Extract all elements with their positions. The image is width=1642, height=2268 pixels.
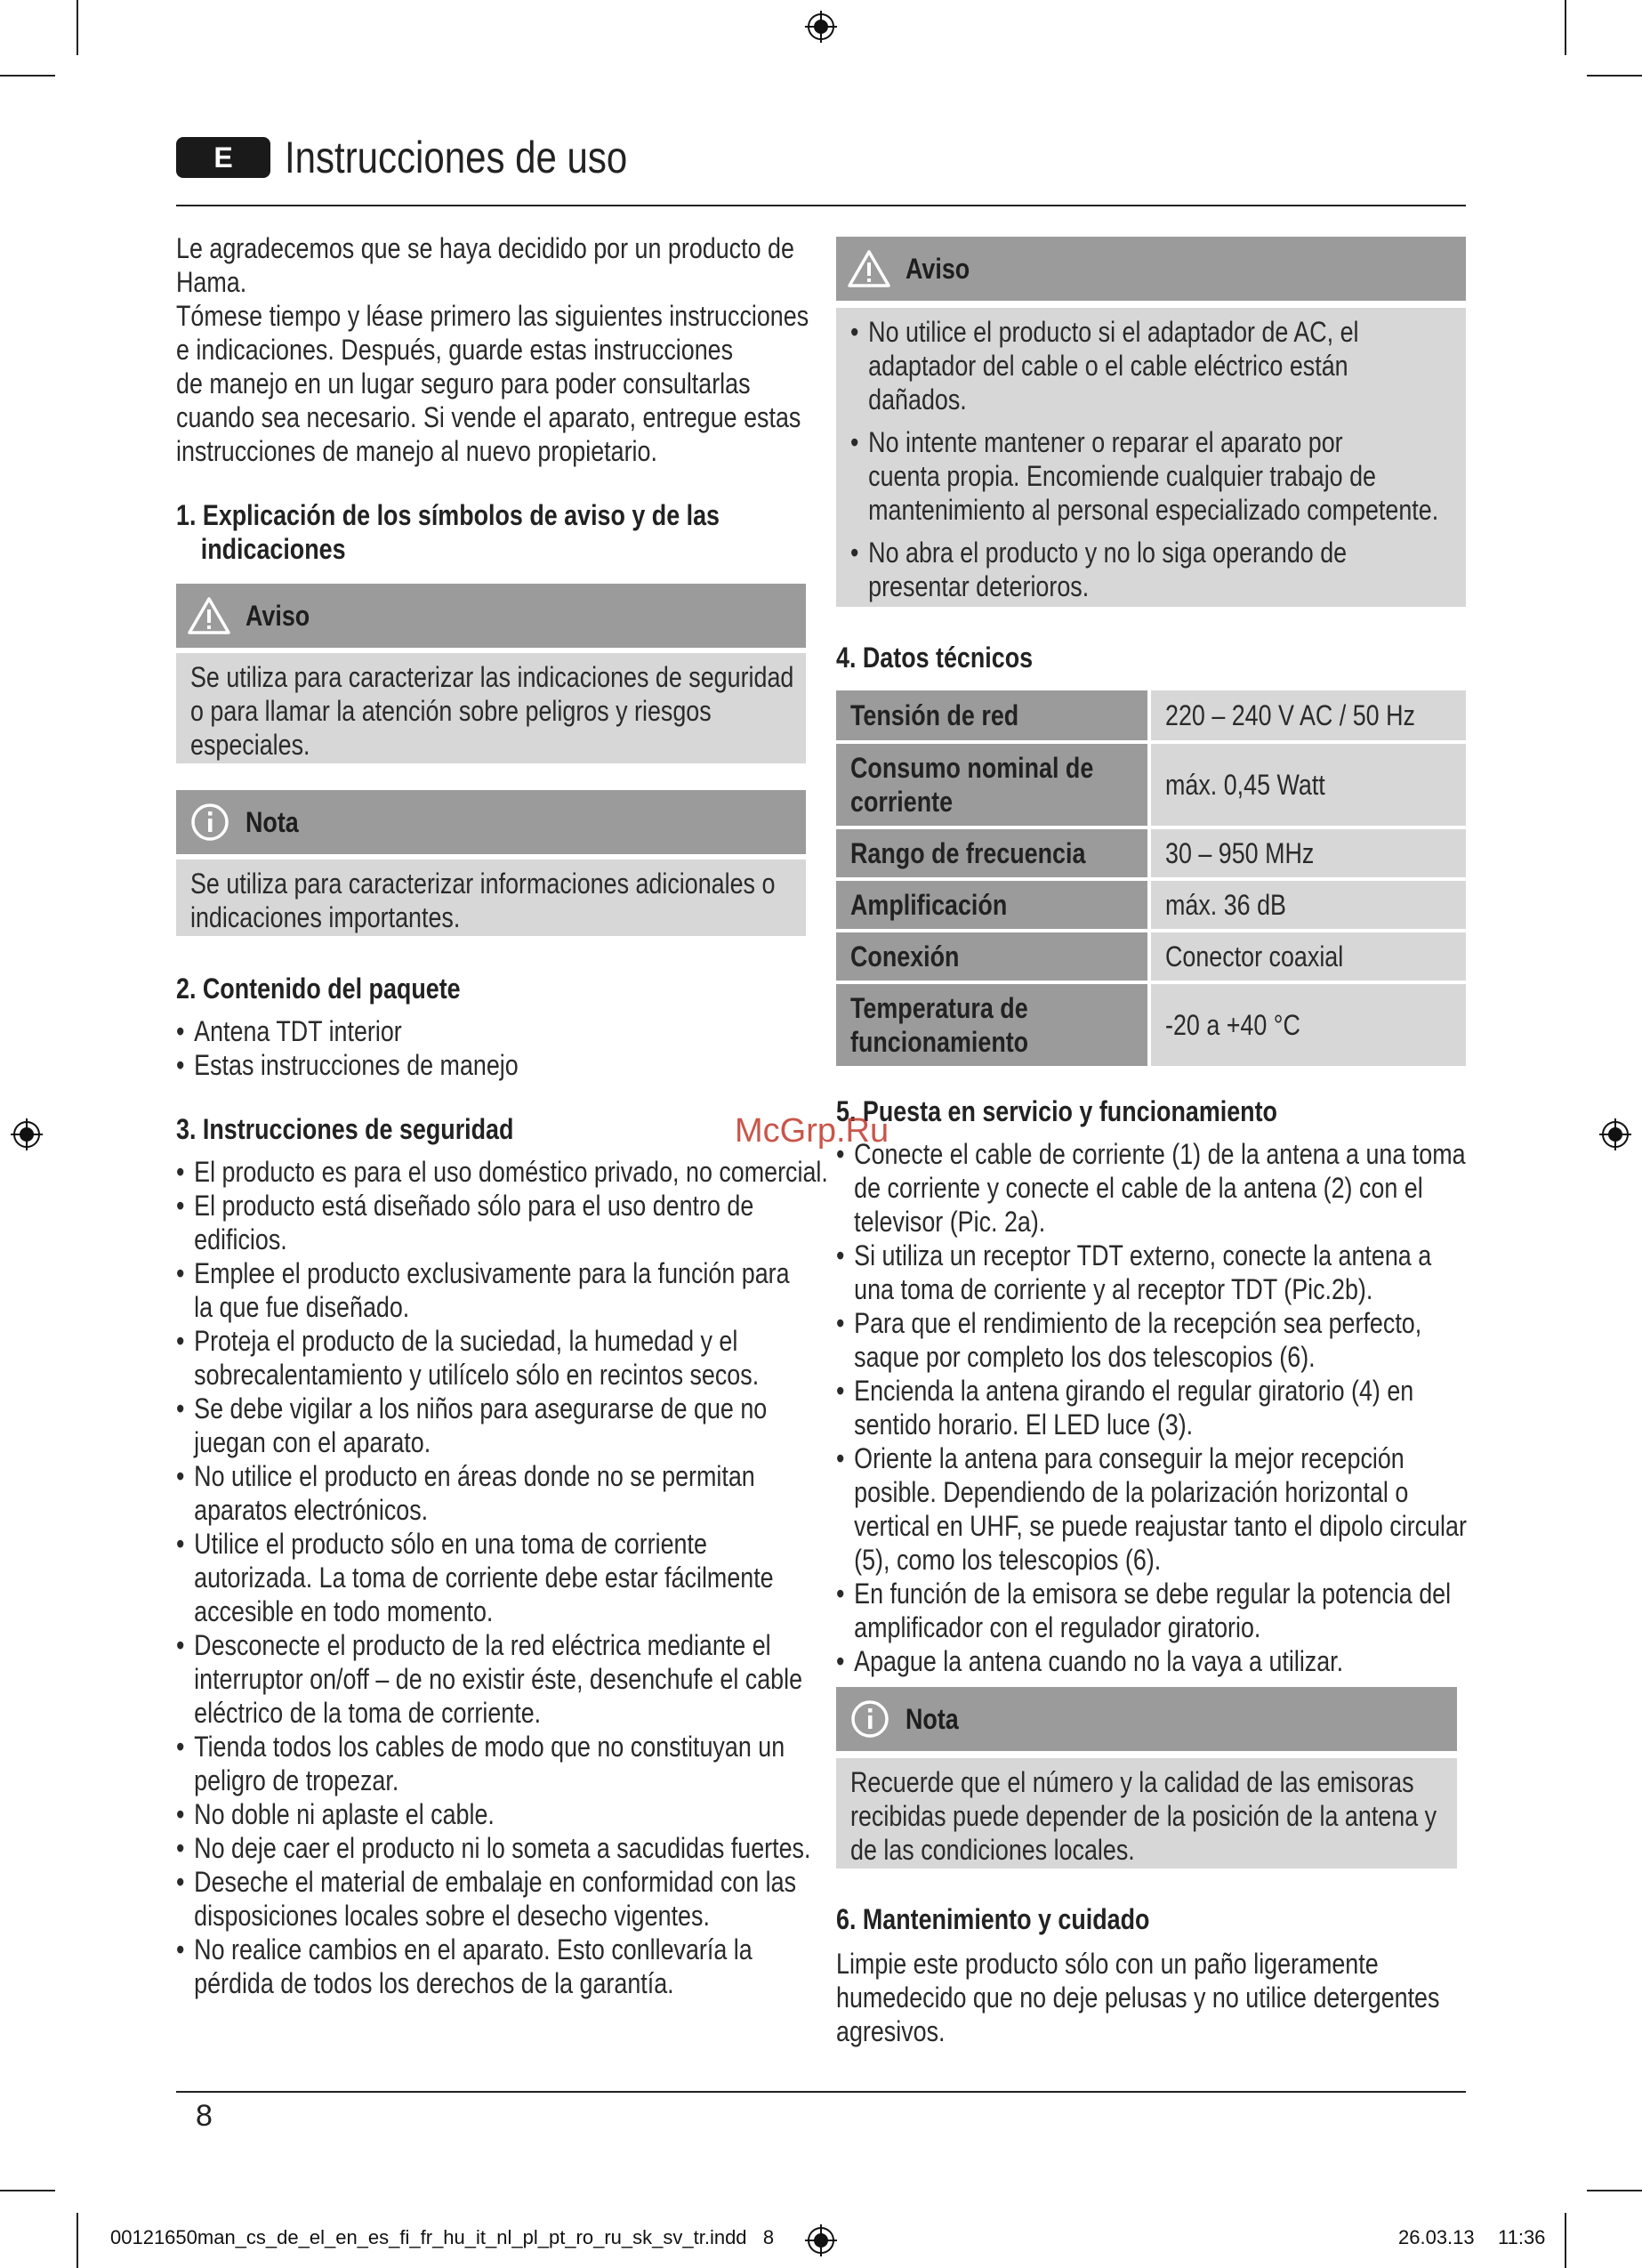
header-rule <box>176 205 1466 206</box>
note-description-box: Se utiliza para caracterizar informaciones adicionales o indicaciones importantes. <box>176 860 806 936</box>
list-item: • En función de la emisora se debe regular la potencia del amplificador con el regulador giratorio. <box>836 1577 1467 1644</box>
list-item: • Apague la antena cuando no la vaya a utilizar. <box>836 1644 1467 1678</box>
registration-mark-icon <box>11 1118 43 1150</box>
crop-mark <box>0 2190 55 2191</box>
crop-mark <box>76 2213 78 2268</box>
crop-mark <box>1565 0 1566 55</box>
table-row: Tensión de red 220 – 240 V AC / 50 Hz <box>836 690 1466 740</box>
warning-description-box: Se utiliza para caracterizar las indicaciones de seguridad o para llamar la atención sobre peligros y riesgos especiales. <box>176 653 806 763</box>
list-item: • No abra el producto y no lo siga operando de presentar deterioros. <box>850 536 1438 603</box>
list-item: • No realice cambios en el aparato. Esto conllevaría la pérdida de todos los derechos de la garantía. <box>176 1933 828 2000</box>
list-item: • Si utiliza un receptor TDT externo, conecte la antena a una toma de corriente y al receptor TDT (Pic.2b). <box>836 1239 1467 1306</box>
list-item: • No utilice el producto en áreas donde no se permitan aparatos electrónicos. <box>176 1459 828 1527</box>
section-6-heading: 6. Mantenimiento y cuidado <box>836 1903 1150 1935</box>
warning-bar <box>176 584 806 648</box>
list-item: • No utilice el producto si el adaptador de AC, el adaptador del cable o el cable eléctrico están dañados. <box>850 315 1438 416</box>
info-icon <box>850 1699 889 1739</box>
list-item: • No intente mantener o reparar el aparato por cuenta propia. Encomiende cualquier trabajo de mantenimiento al personal especializado competente. <box>850 425 1438 527</box>
section-4-heading: 4. Datos técnicos <box>836 642 1034 674</box>
safety-instructions-list <box>176 1155 828 2000</box>
note-bar <box>176 790 806 854</box>
list-item: • No doble ni aplaste el cable. <box>176 1797 828 1831</box>
page-number: 8 <box>196 2099 213 2133</box>
list-item: • Proteja el producto de la suciedad, la humedad y el sobrecalentamiento y utilícelo sólo en recintos secos. <box>176 1324 828 1392</box>
list-item: • Antena TDT interior <box>176 1014 519 1048</box>
crop-mark <box>0 75 55 77</box>
crop-mark <box>1587 2190 1642 2191</box>
warning-label: Aviso <box>906 253 970 285</box>
technical-data-table <box>836 690 1466 1066</box>
warning-triangle-icon <box>187 596 231 635</box>
maintenance-paragraph: Limpie este producto sólo con un paño ligeramente humedecido que no deje pelusas y no utilice detergentes agresivos. <box>836 1948 1440 2047</box>
list-item: • Tienda todos los cables de modo que no constituyan un peligro de tropezar. <box>176 1730 828 1797</box>
info-icon <box>190 803 229 842</box>
warning-triangle-icon <box>847 249 891 288</box>
watermark: McGrp.Ru <box>735 1112 889 1150</box>
warning-list-box <box>836 308 1466 607</box>
crop-mark <box>76 0 78 55</box>
list-item: • Se debe vigilar a los niños para asegurarse de que no juegan con el aparato. <box>176 1392 828 1459</box>
note-label: Nota <box>245 806 299 838</box>
warning-label: Aviso <box>245 600 310 632</box>
list-item: • Desconecte el producto de la red eléctrica mediante el interruptor on/off – de no existir éste, desenchufe el cable eléctrico de la toma de corriente. <box>176 1628 828 1730</box>
intro-paragraph: Le agradecemos que se haya decidido por un producto de Hama. Tómese tiempo y léase primero las siguientes instrucciones e indicaciones. Después, guarde estas instrucciones de manejo en un lugar seguro para poder consultarlas cuando sea necesario. Si vende el aparato, entregue estas instrucciones de manejo al nuevo propietario. <box>176 232 809 467</box>
section-2-heading: 2. Contenido del paquete <box>176 973 461 1005</box>
print-slug-date: 26.03.13 <box>1398 2226 1475 2248</box>
list-item: • Deseche el material de embalaje en conformidad con las disposiciones locales sobre el desecho vigentes. <box>176 1865 828 1933</box>
note-bar <box>836 1687 1457 1751</box>
language-badge: E <box>176 137 270 178</box>
list-item: • No deje caer el producto ni lo someta a sacudidas fuertes. <box>176 1831 828 1865</box>
table-row: Conexión Conector coaxial <box>836 932 1466 981</box>
note-description-box: Recuerde que el número y la calidad de las emisoras recibidas puede depender de la posición de la antena y de las condiciones locales. <box>836 1758 1457 1868</box>
section-3-heading: 3. Instrucciones de seguridad <box>176 1113 514 1145</box>
registration-mark-icon <box>805 11 837 43</box>
note-label: Nota <box>906 1703 959 1735</box>
section-1-heading: 1. Explicación de los símbolos de aviso y de las indicaciones <box>176 499 720 565</box>
package-contents-list <box>176 1014 519 1082</box>
warning-bar <box>836 237 1466 301</box>
list-item: • Conecte el cable de corriente (1) de la antena a una toma de corriente y conecte el cable de la antena (2) con el televisor (Pic. 2a). <box>836 1137 1467 1239</box>
print-slug-time: 11:36 <box>1498 2226 1546 2248</box>
crop-mark <box>1565 2213 1566 2268</box>
table-row: Consumo nominal de corriente máx. 0,45 Watt <box>836 744 1466 826</box>
list-item: • Oriente la antena para conseguir la mejor recepción posible. Dependiendo de la polarización horizontal o vertical en UHF, se puede reajustar tanto el dipolo circular (5), como los telescopios (6). <box>836 1441 1467 1577</box>
section-5-heading: 5. Puesta en servicio y funcionamiento <box>836 1095 1277 1127</box>
list-item: • El producto es para el uso doméstico privado, no comercial. <box>176 1155 828 1189</box>
list-item: • Utilice el producto sólo en una toma de corriente autorizada. La toma de corriente debe estar fácilmente accesible en todo momento. <box>176 1527 828 1628</box>
table-row: Temperatura de funcionamiento -20 a +40 °C <box>836 984 1466 1066</box>
registration-mark-icon <box>1599 1118 1631 1150</box>
table-row: Amplificación máx. 36 dB <box>836 881 1466 929</box>
table-row: Rango de frecuencia 30 – 950 MHz <box>836 829 1466 877</box>
list-item: • Emplee el producto exclusivamente para la función para la que fue diseñado. <box>176 1256 828 1324</box>
list-item: • Estas instrucciones de manejo <box>176 1048 519 1082</box>
operation-steps-list <box>836 1137 1467 1678</box>
list-item: • Para que el rendimiento de la recepción sea perfecto, saque por completo los dos telescopios (6). <box>836 1306 1467 1374</box>
print-slug-filename: 00121650man_cs_de_el_en_es_fi_fr_hu_it_nl_pl_pt_ro_ru_sk_sv_tr.indd 8 <box>110 2226 775 2248</box>
crop-mark <box>1587 75 1642 77</box>
list-item: • Encienda la antena girando el regular giratorio (4) en sentido horario. El LED luce (3). <box>836 1374 1467 1441</box>
registration-mark-icon <box>805 2224 837 2256</box>
page-title: Instrucciones de uso <box>285 133 628 182</box>
footer-rule <box>176 2091 1466 2093</box>
list-item: • El producto está diseñado sólo para el uso dentro de edificios. <box>176 1189 828 1256</box>
